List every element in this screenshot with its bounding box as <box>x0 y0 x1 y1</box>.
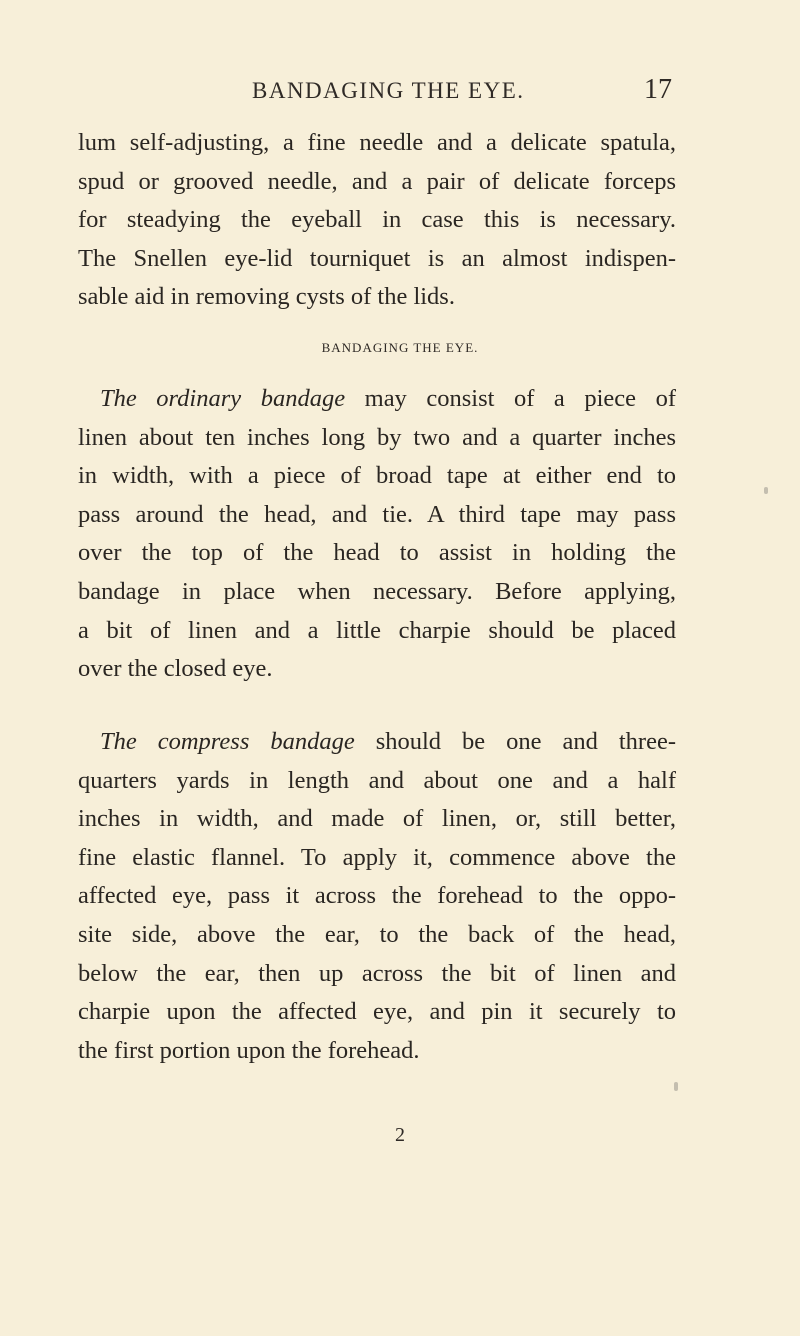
paper-speck <box>674 1082 678 1091</box>
paragraph-2 <box>78 380 676 689</box>
term-compress-bandage: The compress bandage <box>100 728 355 755</box>
text-line <box>78 723 676 762</box>
text-line: site side, above the ear, to the back of the head, <box>78 920 676 948</box>
text-fragment: may consist of a piece of <box>345 385 676 412</box>
text-line: over the closed eye. <box>78 655 273 683</box>
paragraph-3 <box>78 723 676 1070</box>
text-line: in width, with a piece of broad tape at either end to <box>78 462 676 490</box>
text-line: The Snellen eye-lid tourniquet is an almost indispen- <box>78 244 676 272</box>
text-line: affected eye, pass it across the forehead to the oppo- <box>78 882 676 910</box>
text-line: bandage in place when necessary. Before applying, <box>78 577 676 605</box>
text-line: a bit of linen and a little charpie should be placed <box>78 616 676 644</box>
text-line: pass around the head, and tie. A third tape may pass <box>78 500 676 528</box>
text-line: spud or grooved needle, and a pair of delicate forceps <box>78 167 676 195</box>
paragraph-1 <box>78 124 676 317</box>
text-line: over the top of the head to assist in holding the <box>78 539 676 567</box>
text-line: lum self-adjusting, a fine needle and a delicate spatula, <box>78 129 676 156</box>
text-line: fine elastic flannel. To apply it, commence above the <box>78 843 676 871</box>
text-fragment: should be one and three- <box>354 728 676 755</box>
page-number: 17 <box>644 74 672 105</box>
text-line: linen about ten inches long by two and a quarter inches <box>78 423 676 451</box>
text-line: the first portion upon the forehead. <box>78 1036 420 1064</box>
paper-speck <box>764 487 768 494</box>
running-head: BANDAGING THE EYE. <box>252 78 525 103</box>
text-line: charpie upon the affected eye, and pin it securely to <box>78 998 676 1026</box>
signature-mark: 2 <box>395 1124 405 1146</box>
text-line: sable aid in removing cysts of the lids. <box>78 283 455 311</box>
text-line <box>78 380 676 419</box>
text-line: inches in width, and made of linen, or, still better, <box>78 805 676 833</box>
term-ordinary-bandage: The ordinary bandage <box>100 385 346 412</box>
text-line: quarters yards in length and about one and a half <box>78 766 676 794</box>
section-heading: BANDAGING THE EYE. <box>321 340 479 355</box>
text-line: below the ear, then up across the bit of linen and <box>78 959 676 987</box>
text-line: for steadying the eyeball in case this is necessary. <box>78 206 676 234</box>
